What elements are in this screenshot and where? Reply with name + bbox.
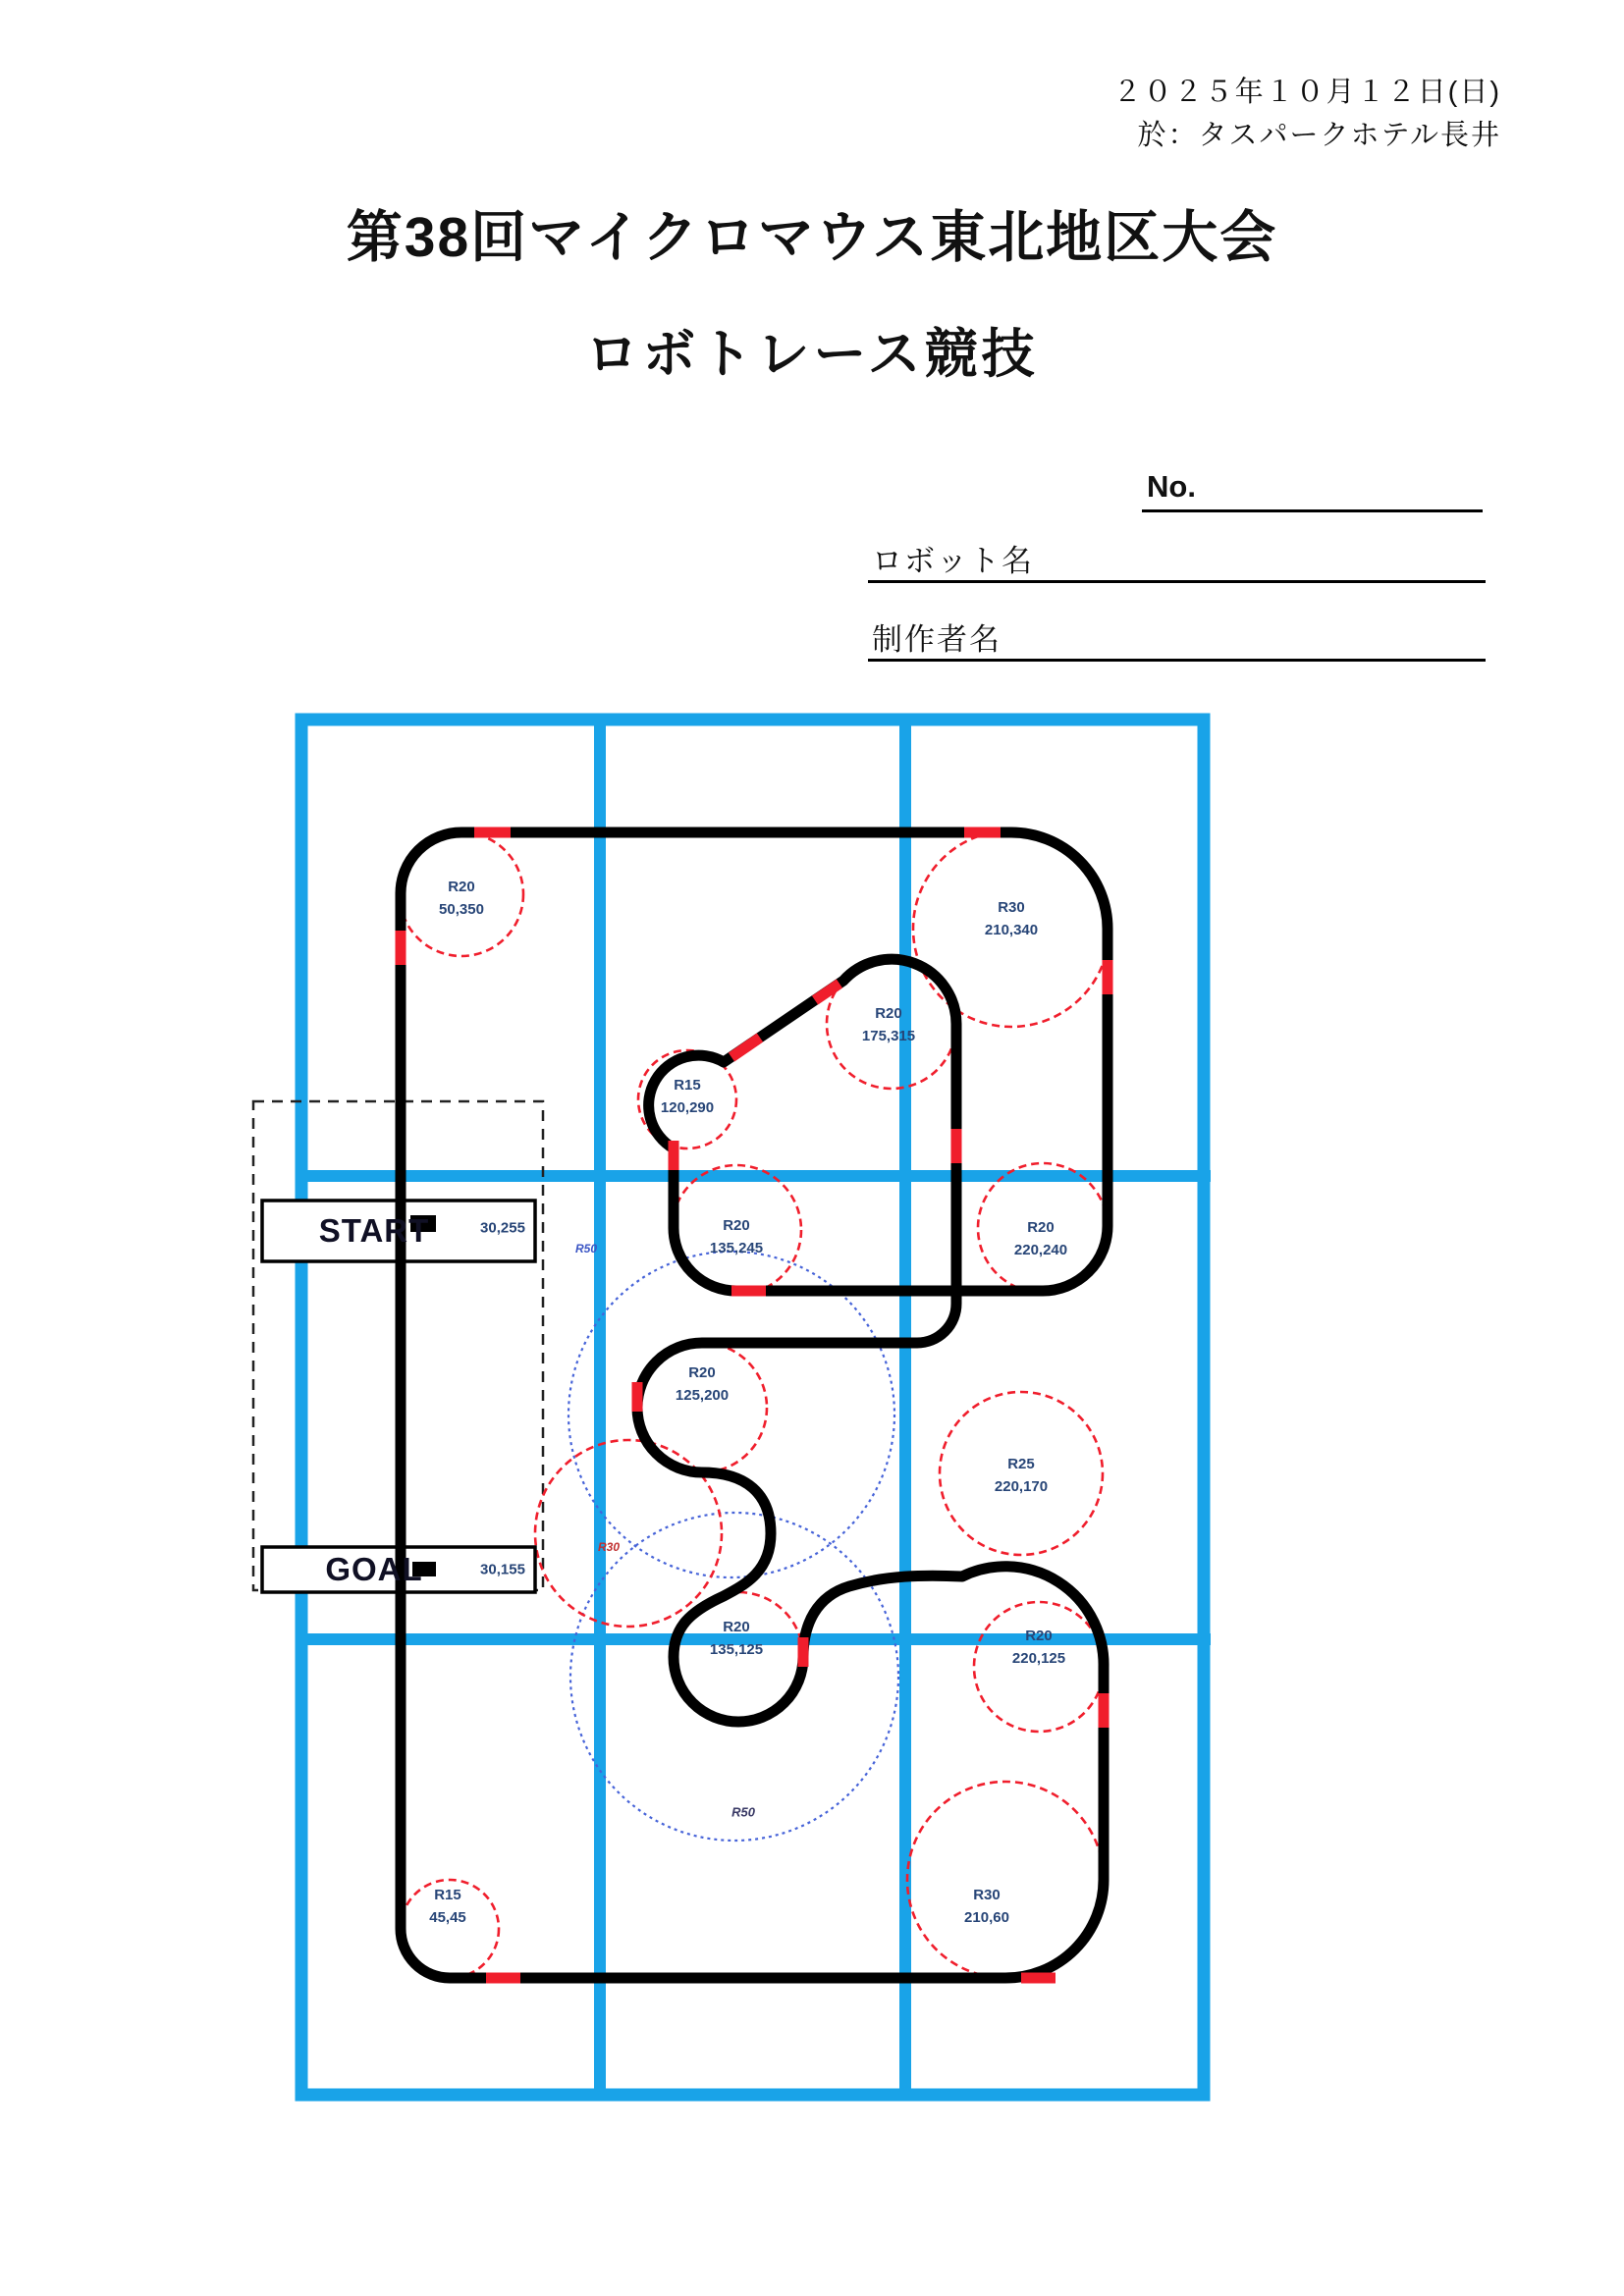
curve-label: R15 120,290 <box>660 1077 715 1116</box>
header-date-block <box>1113 71 1501 157</box>
curve-label: R30 210,60 <box>964 1887 1009 1926</box>
start-coords: 30,255 <box>480 1219 525 1237</box>
no-label: No. <box>1147 469 1196 504</box>
start-label: START <box>318 1212 430 1249</box>
curve-label: R20 125,200 <box>675 1364 730 1404</box>
curve-label: R20 220,125 <box>1011 1628 1066 1667</box>
curve-label: R20 220,240 <box>1013 1219 1068 1258</box>
goal-label: GOAL <box>325 1551 423 1587</box>
guide-label-r50-upper: R50 <box>574 1242 598 1255</box>
robot-name-line <box>868 580 1486 583</box>
no-underline <box>1142 509 1483 512</box>
curve-label: R20 135,125 <box>709 1619 764 1658</box>
guide-label-r50-lower: R50 <box>731 1804 755 1820</box>
curve-label: R20 50,350 <box>439 879 484 918</box>
guide-label-r30: R30 <box>597 1540 621 1554</box>
curve-label: R30 210,340 <box>984 899 1039 938</box>
robot-name-label: ロボット名 <box>872 544 1034 578</box>
venue-line: 於：タスパークホテル長井 <box>1137 120 1501 151</box>
curve-label: R20 135,245 <box>709 1217 764 1256</box>
date-line: ２０２５年１０月１２日(日) <box>1112 77 1501 108</box>
curve-label: R20 175,315 <box>861 1005 916 1044</box>
curve-label: R25 220,170 <box>994 1456 1049 1495</box>
course-map <box>236 697 1218 2110</box>
goal-coords: 30,155 <box>480 1561 525 1578</box>
maker-name-label: 制作者名 <box>872 622 1001 657</box>
event-subtitle: ロボトレース競技 <box>585 325 1039 384</box>
maker-name-line <box>868 659 1486 662</box>
event-title: 第38回マイクロマウス東北地区大会 <box>346 206 1278 269</box>
curve-label: R15 45,45 <box>429 1887 466 1926</box>
